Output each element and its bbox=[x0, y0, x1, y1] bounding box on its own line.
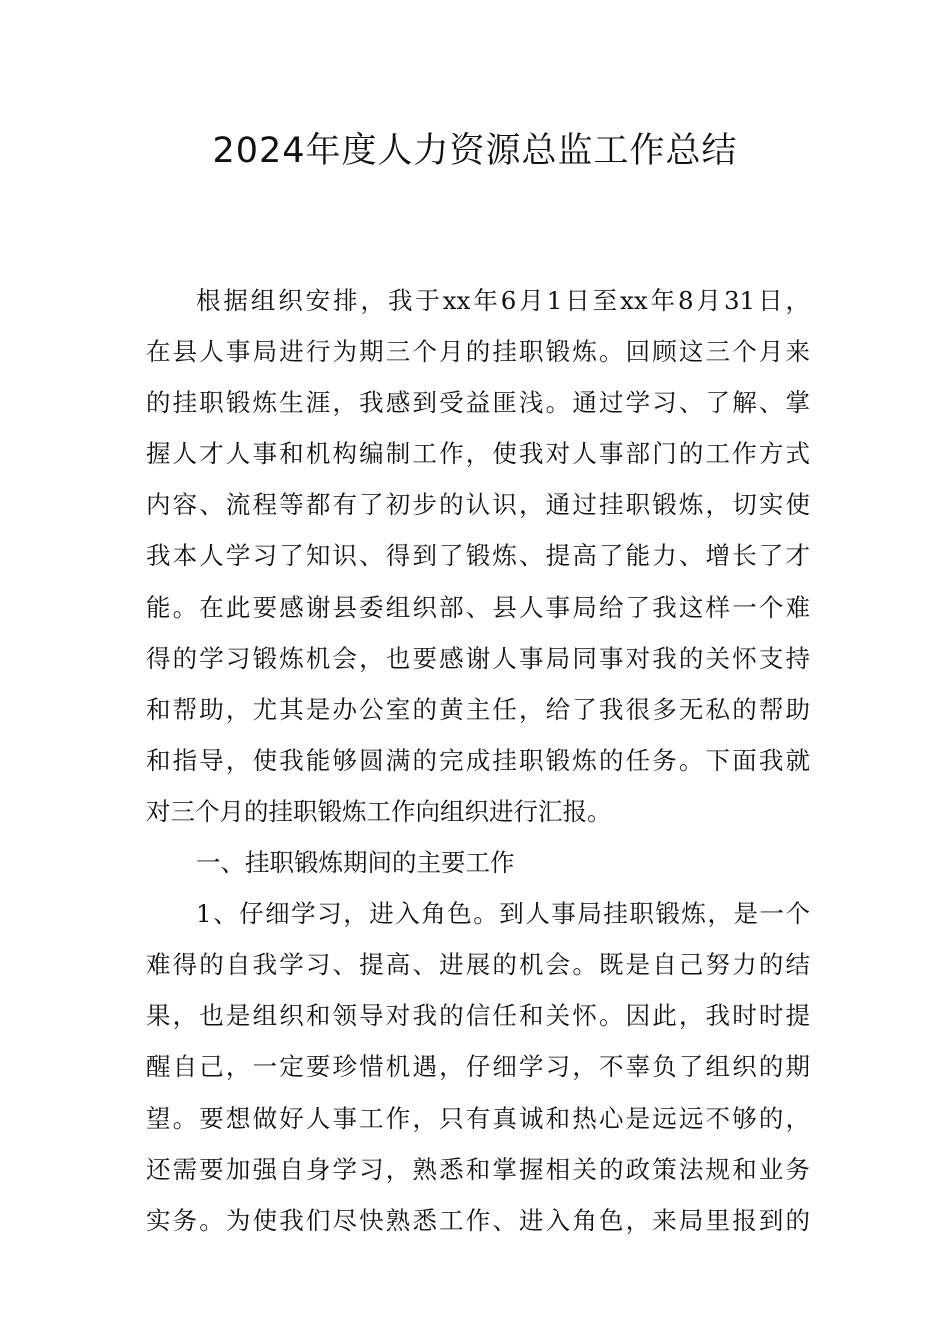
paragraph-line: 能。在此要感谢县委组织部、县人事局给了我这样一个难 bbox=[146, 592, 810, 622]
paragraph-line: 和帮助，尤其是办公室的黄主任，给了我很多无私的帮助 bbox=[146, 694, 810, 724]
paragraph-line: 果，也是组织和领导对我的信任和关怀。因此，我时时提 bbox=[146, 1001, 810, 1031]
paragraph-line: 的挂职锻炼生涯，我感到受益匪浅。通过学习、了解、掌 bbox=[146, 388, 810, 418]
paragraph-line: 难得的自我学习、提高、进展的机会。既是自己努力的结 bbox=[146, 950, 810, 980]
paragraph-line: 醒自己，一定要珍惜机遇，仔细学习，不辜负了组织的期 bbox=[146, 1052, 810, 1082]
paragraph-line: 还需要加强自身学习，熟悉和掌握相关的政策法规和业务 bbox=[146, 1154, 810, 1184]
paragraph-line: 1、仔细学习，进入角色。到人事局挂职锻炼，是一个 bbox=[196, 899, 810, 929]
paragraph-line: 和指导，使我能够圆满的完成挂职锻炼的任务。下面我就 bbox=[146, 745, 810, 775]
section-heading: 一、挂职锻炼期间的主要工作 bbox=[196, 848, 515, 878]
paragraph-line: 望。要想做好人事工作，只有真诚和热心是远远不够的， bbox=[146, 1103, 810, 1133]
paragraph-line: 对三个月的挂职锻炼工作向组织进行汇报。 bbox=[146, 796, 612, 826]
document-title: 2024年度人力资源总监工作总结 bbox=[212, 131, 738, 171]
document-body bbox=[146, 275, 810, 1246]
paragraph-line: 握人才人事和机构编制工作，使我对人事部门的工作方式 bbox=[146, 439, 810, 469]
paragraph-line: 根据组织安排，我于xx年6月1日至xx年8月31日， bbox=[196, 286, 810, 315]
paragraph-line: 实务。为使我们尽快熟悉工作、进入角色，来局里报到的 bbox=[146, 1205, 810, 1235]
paragraph-line: 在县人事局进行为期三个月的挂职锻炼。回顾这三个月来 bbox=[146, 337, 810, 367]
paragraph-line: 得的学习锻炼机会，也要感谢人事局同事对我的关怀支持 bbox=[146, 643, 810, 673]
paragraph-line: 我本人学习了知识、得到了锻炼、提高了能力、增长了才 bbox=[146, 541, 810, 571]
paragraph-line: 内容、流程等都有了初步的认识，通过挂职锻炼，切实使 bbox=[146, 490, 810, 520]
